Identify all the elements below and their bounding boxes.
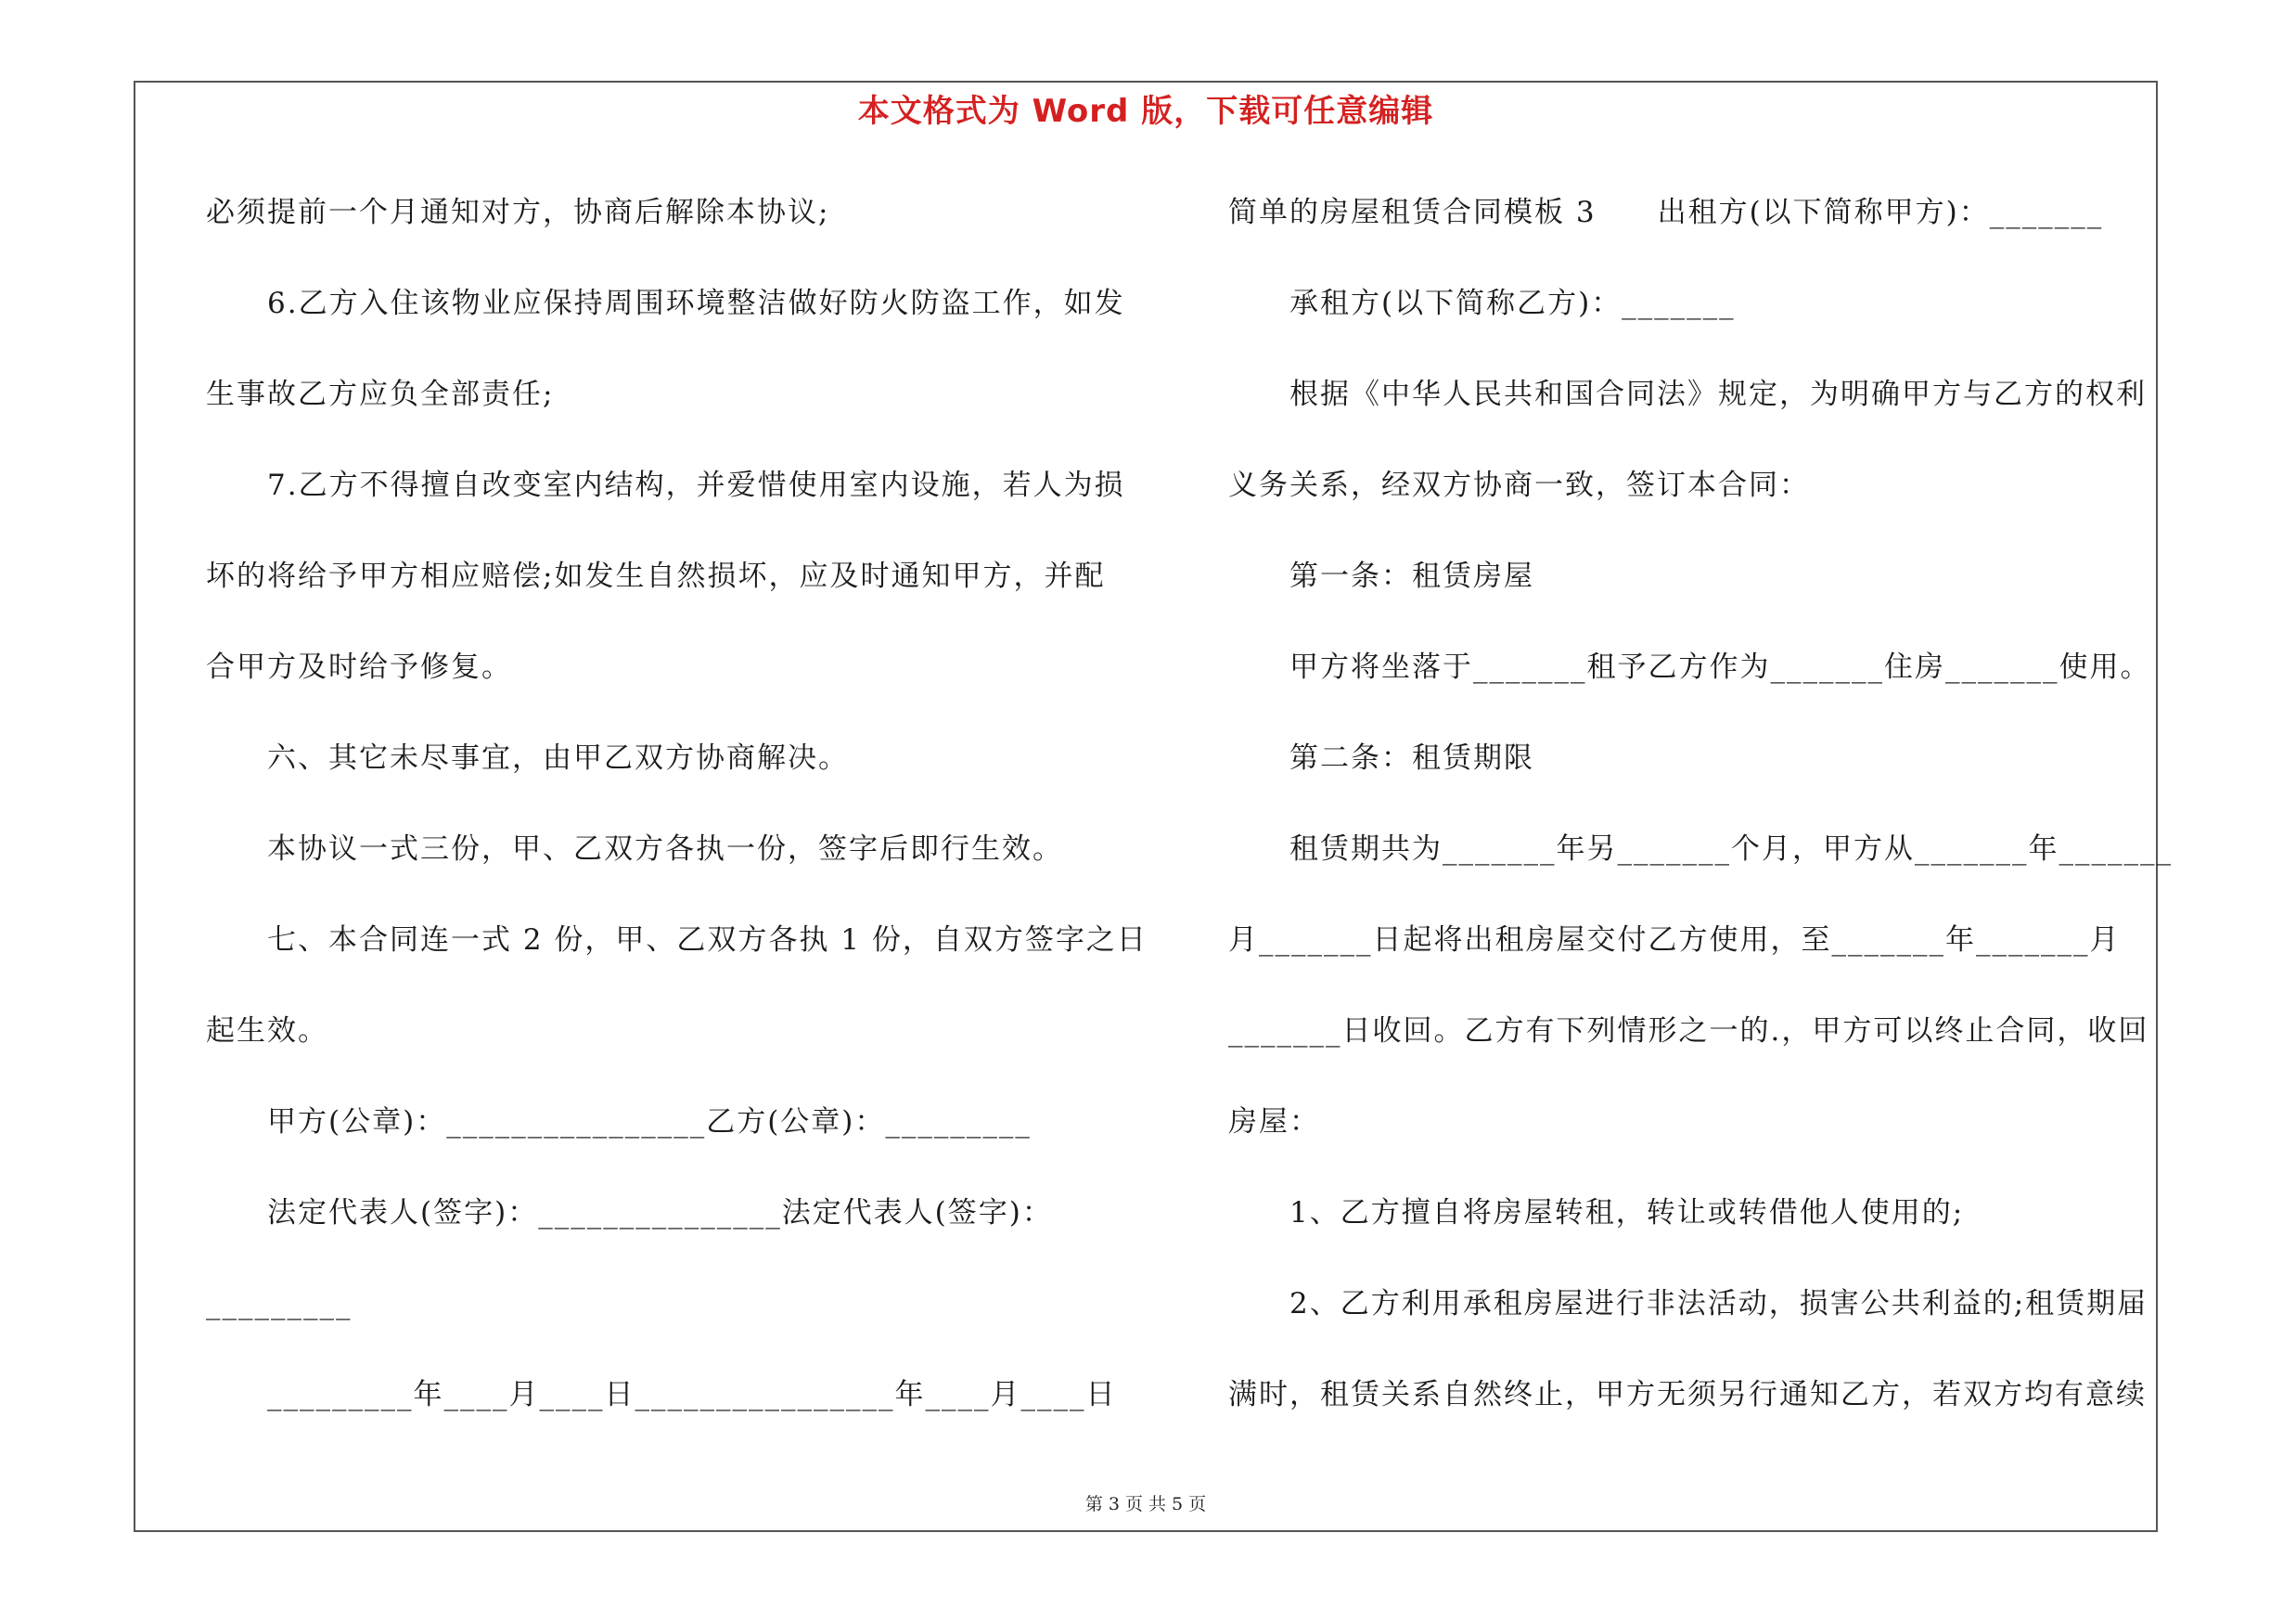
text-line: 7.乙方不得擅自改变室内结构，并爱惜使用室内设施，若人为损 (267, 469, 1125, 502)
text-line: 坏的将给予甲方相应赔偿;如发生自然损坏，应及时通知甲方，并配 (206, 560, 1106, 593)
text-line: 房屋： (1228, 1105, 1320, 1139)
section-heading: 第二条：租赁期限 (1289, 741, 1534, 775)
date-line: _________年____月____日________________年____月____日 (267, 1378, 1117, 1411)
text-line: 满时，租赁关系自然终止，甲方无须另行通知乙方，若双方均有意续 (1228, 1378, 2147, 1411)
text-line: 1、乙方擅自将房屋转租，转让或转借他人使用的; (1289, 1196, 1965, 1230)
signature-line-party-seal: 甲方(公章)：________________乙方(公章)：_________ (267, 1105, 1032, 1139)
text-line: 根据《中华人民共和国合同法》规定，为明确甲方与乙方的权利 (1289, 378, 2147, 411)
left-column (206, 180, 1148, 1453)
text-line: 2、乙方利用承租房屋进行非法活动，损害公共利益的;租赁期届 (1289, 1287, 2148, 1320)
format-banner: 本文格式为 Word 版，下载可任意编辑 (857, 93, 1434, 130)
text-line: 本协议一式三份，甲、乙双方各执一份，签字后即行生效。 (267, 832, 1063, 866)
signature-line-representative: 法定代表人(签字)：_______________法定代表人(签字)： (267, 1196, 1053, 1230)
signature-blank: _________ (206, 1287, 353, 1320)
section-heading: 第一条：租赁房屋 (1289, 560, 1534, 593)
text-line: 生事故乙方应负全部责任; (206, 378, 555, 411)
text-line: 月_______日起将出租房屋交付乙方使用，至_______年_______月 (1228, 923, 2121, 957)
text-line: 义务关系，经双方协商一致，签订本合同： (1228, 469, 1810, 502)
page-number: 第 3 页 共 5 页 (1084, 1494, 1207, 1514)
text-line: 七、本合同连一式 2 份，甲、乙双方各执 1 份，自双方签字之日 (267, 923, 1148, 957)
text-line: 6.乙方入住该物业应保持周围环境整洁做好防火防盗工作，如发 (267, 287, 1125, 320)
right-column (1228, 180, 2173, 1453)
text-line: _______日收回。乙方有下列情形之一的.，甲方可以终止合同，收回 (1228, 1014, 2149, 1048)
text-line: 六、其它未尽事宜，由甲乙双方协商解决。 (267, 741, 849, 775)
text-line: 承租方(以下简称乙方)：_______ (1289, 287, 1736, 320)
text-line: 起生效。 (206, 1014, 328, 1048)
text-line: 必须提前一个月通知对方，协商后解除本协议; (206, 196, 830, 229)
contract-title-line: 简单的房屋租赁合同模板 3 出租方(以下简称甲方)：_______ (1228, 196, 2104, 229)
text-line: 甲方将坐落于_______租予乙方作为_______住房_______使用。 (1289, 650, 2151, 684)
text-line: 租赁期共为_______年另_______个月，甲方从_______年_______ (1289, 832, 2173, 866)
text-line: 合甲方及时给予修复。 (206, 650, 512, 684)
